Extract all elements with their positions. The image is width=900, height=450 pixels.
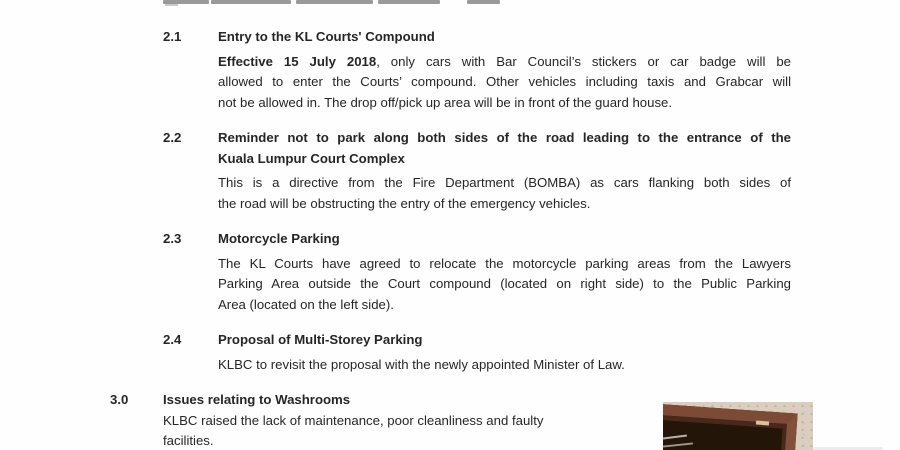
artifact-segment <box>211 0 291 4</box>
section-heading <box>218 330 791 351</box>
section-2-3 <box>163 229 900 315</box>
section-2-4 <box>163 330 900 375</box>
section-heading <box>218 229 791 250</box>
section-number: 2.1 <box>163 29 182 44</box>
section-body <box>218 355 791 376</box>
body-line: Effective 15 July 2018, only cars with Bar Council’s stickers or car badge will be <box>218 53 791 69</box>
section-number: 3.0 <box>110 392 129 407</box>
section-body <box>163 411 736 450</box>
section-heading <box>163 390 736 411</box>
section-2-1 <box>163 27 900 113</box>
section-body <box>218 173 791 214</box>
body-line: allowed to enter the Courts’ compound. Other vehicles including taxis and Grabcar will <box>218 74 791 89</box>
heading-line: Motorcycle Parking <box>218 231 340 246</box>
artifact-segment <box>296 0 373 4</box>
heading-line: Proposal of Multi-Storey Parking <box>218 332 423 347</box>
frame-label-sticker <box>756 421 769 426</box>
body-line: KLBC to revisit the proposal with the newly appointed Minister of Law. <box>218 356 625 372</box>
heading-line: Kuala Lumpur Court Complex <box>218 150 405 166</box>
body-line: Area (located on the left side). <box>218 296 394 312</box>
cropped-top-text-artifact <box>0 0 900 6</box>
artifact-segment <box>165 4 178 6</box>
heading-line: Reminder not to park along both sides of the road leading to the entrance of the <box>218 130 791 145</box>
section-2-2 <box>163 128 900 214</box>
body-line: Parking Area outside the Court compound (located on right side) to the Public Parking <box>218 276 791 291</box>
body-line: facilities. <box>163 433 214 448</box>
section-number: 2.3 <box>163 231 182 246</box>
artifact-segment <box>378 0 440 4</box>
body-line: the road will be obstructing the entry of the emergency vehicles. <box>218 195 591 211</box>
body-line: not be allowed in. The drop off/pick up area will be in front of the guard house. <box>218 94 673 110</box>
body-line: KLBC raised the lack of maintenance, poor cleanliness and faulty <box>163 412 544 428</box>
heading-line: Entry to the KL Courts' Compound <box>218 29 435 44</box>
section-number: 2.2 <box>163 130 182 145</box>
heading-line: Issues relating to Washrooms <box>163 392 351 407</box>
body-line: This is a directive from the Fire Department (BOMBA) as cars flanking both sides of <box>218 175 791 190</box>
section-body <box>218 52 791 114</box>
washroom-door-photo <box>663 402 813 450</box>
section-body <box>218 254 791 316</box>
section-heading <box>218 128 791 169</box>
section-number: 2.4 <box>163 332 182 347</box>
bold-phrase: Effective 15 July 2018 <box>218 53 377 69</box>
artifact-segment <box>467 0 500 4</box>
section-heading <box>218 27 791 48</box>
body-line: The KL Courts have agreed to relocate the motorcycle parking areas from the Lawyers <box>218 255 791 271</box>
